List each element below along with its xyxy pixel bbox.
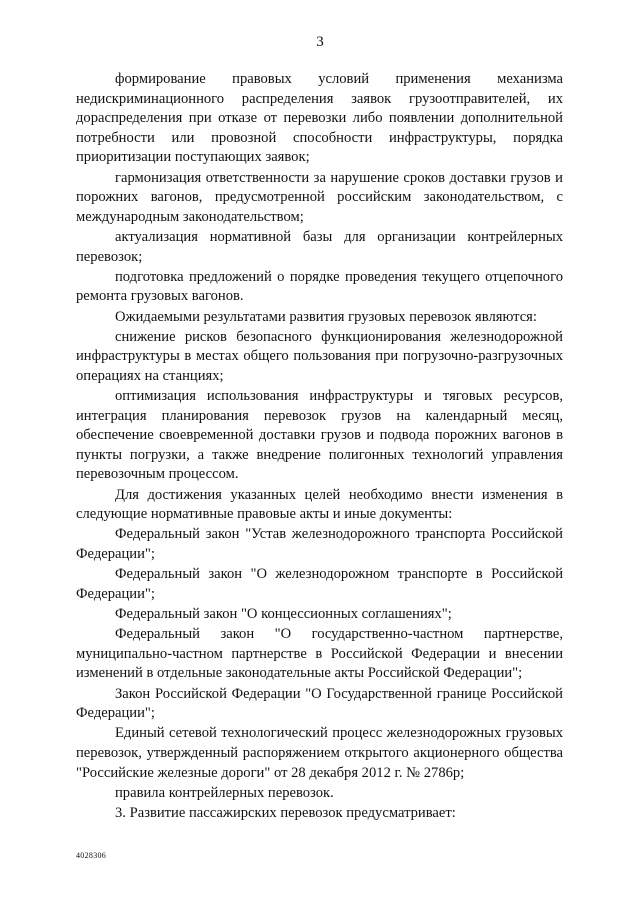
paragraph: правила контрейлерных перевозок. <box>115 784 334 801</box>
document-code: 4028306 <box>76 851 107 860</box>
paragraph: Ожидаемыми результатами развития грузовых перевозок являются: <box>115 308 537 325</box>
paragraph: Федеральный закон "О концессионных соглашениях"; <box>115 605 452 622</box>
page-number: 3 <box>316 34 324 50</box>
paragraph: Единый сетевой технологический процесс железнодорожных грузовых перевозок, утвержденный распоряжением открытого акционерного общества "Российские железные дороги" от 28 декабря 2012 г. № 2786р; <box>76 725 563 781</box>
paragraph: подготовка предложений о порядке проведения текущего отцепочного ремонта грузовых вагонов. <box>76 268 563 305</box>
paragraph: гармонизация ответственности за нарушение сроков доставки грузов и порожних вагонов, предусмотренной российским законодательством, с международным законодательством; <box>76 169 563 225</box>
paragraph: Федеральный закон "О государственно-частном партнерстве, муниципально-частном партнерстве в Российской Федерации и внесении изменений в отдельные законодательные акты Российской Федерации"; <box>76 626 563 682</box>
paragraph: Для достижения указанных целей необходимо внести изменения в следующие нормативные правовые акты и иные документы: <box>76 486 563 523</box>
document-body <box>76 70 563 824</box>
paragraph: Закон Российской Федерации "О Государственной границе Российской Федерации"; <box>76 685 563 722</box>
paragraph: формирование правовых условий применения механизма недискриминационного распределения заявок грузоотправителей, их дораспределения при отказе от перевозки либо появлении дополнительной потребности или провозной способности инфраструктуры, порядка приоритизации поступающих заявок; <box>76 71 563 166</box>
paragraph: 3. Развитие пассажирских перевозок предусматривает: <box>115 804 456 821</box>
paragraph: Федеральный закон "Устав железнодорожного транспорта Российской Федерации"; <box>76 526 563 562</box>
paragraph: Федеральный закон "О железнодорожном транспорте в Российской Федерации"; <box>76 566 563 602</box>
paragraph: актуализация нормативной базы для организации контрейлерных перевозок; <box>76 228 563 265</box>
paragraph: снижение рисков безопасного функционирования железнодорожной инфраструктуры в местах общего пользования при погрузочно-разгрузочных операциях на станциях; <box>76 328 563 384</box>
paragraph: оптимизация использования инфраструктуры и тяговых ресурсов, интеграция планирования перевозок грузов на календарный месяц, обеспечение своевременной доставки грузов и подвода порожних вагонов в пункты погрузки, а также внедрение полигонных технологий управления перевозочным процессом. <box>76 388 563 483</box>
